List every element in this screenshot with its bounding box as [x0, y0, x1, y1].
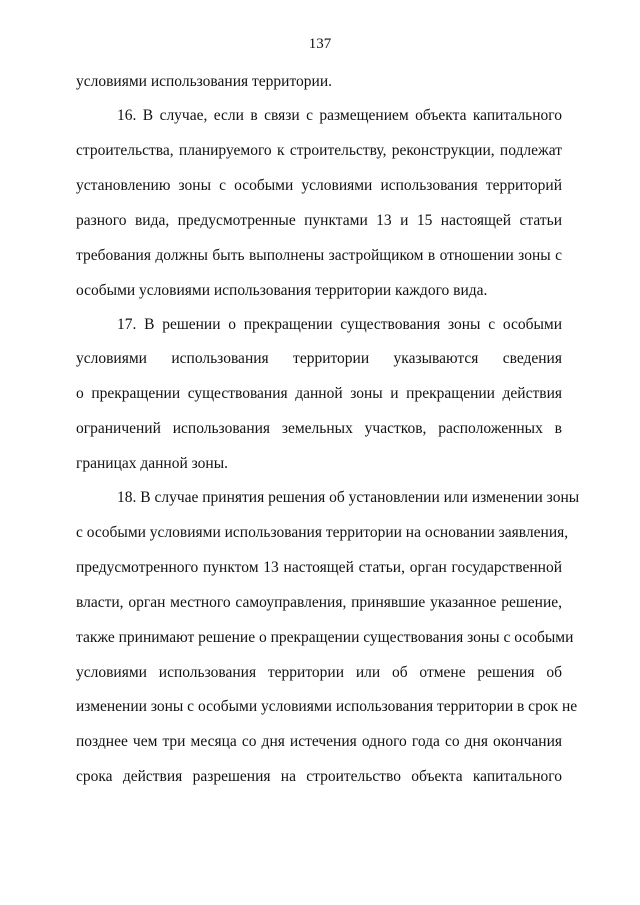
text-line: разного вида, предусмотренные пунктами 13 и 15 настоящей статьи [76, 212, 562, 229]
text-line: позднее чем три месяца со дня истечения одного года со дня окончания [76, 733, 562, 750]
text-line: условиями использования территории. [76, 73, 333, 90]
text-line: срока действия разрешения на строительство объекта капитального [76, 768, 562, 785]
text-line: условиями использования территории указываются сведения [76, 350, 562, 367]
text-line: строительства, планируемого к строительству, реконструкции, подлежат [76, 142, 562, 159]
text-line: о прекращении существования данной зоны и прекращении действия [76, 385, 562, 402]
text-line: условиями использования территории или об отмене решения об [76, 664, 562, 681]
text-line: установлению зоны с особыми условиями использования территорий [76, 177, 562, 194]
text-line: также принимают решение о прекращении существования зоны с особыми [76, 629, 574, 646]
text-line: требования должны быть выполнены застройщиком в отношении зоны с [76, 247, 562, 264]
text-line: 18. В случае принятия решения об установлении или изменении зоны [117, 489, 580, 506]
page-number: 137 [308, 36, 332, 52]
text-line: особыми условиями использования территории каждого вида. [76, 282, 488, 299]
text-line: с особыми условиями использования территории на основании заявления, [76, 524, 569, 541]
text-line: ограничений использования земельных участков, расположенных в [76, 420, 562, 437]
text-line: изменении зоны с особыми условиями использования территории в срок не [76, 698, 578, 715]
text-line: власти, орган местного самоуправления, принявшие указанное решение, [76, 594, 562, 611]
text-line: 17. В решении о прекращении существования зоны с особыми [117, 316, 562, 333]
text-line: 16. В случае, если в связи с размещением объекта капитального [117, 107, 562, 124]
text-line: границах данной зоны. [76, 455, 229, 472]
text-line: предусмотренного пунктом 13 настоящей статьи, орган государственной [76, 559, 562, 576]
